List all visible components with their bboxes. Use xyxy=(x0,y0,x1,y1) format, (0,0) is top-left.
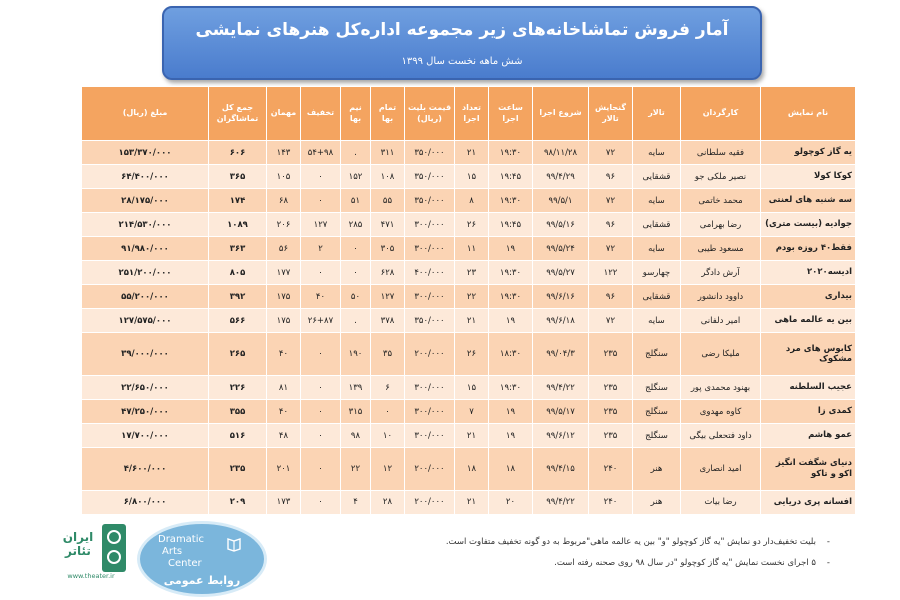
header-discount: تخفیف xyxy=(301,87,341,141)
table-row xyxy=(82,237,856,261)
cell-total-audience: ۳۹۲ xyxy=(209,285,267,309)
header-start-date: شروع اجرا xyxy=(533,87,589,141)
cell-ticket-price: ۳۵۰/۰۰۰ xyxy=(405,141,455,165)
cell-guest: ۵۶ xyxy=(267,237,301,261)
cell-total-audience: ۲۶۵ xyxy=(209,333,267,376)
cell-half-price: ۱۵۲ xyxy=(341,165,371,189)
cell-amount: ۲۸/۱۷۵/۰۰۰ xyxy=(82,189,209,213)
dac-logo-text-3: Center xyxy=(168,558,202,569)
table-row xyxy=(82,213,856,237)
cell-show-name: بیداری xyxy=(761,285,856,309)
cell-director: کاوه مهدوی xyxy=(681,400,761,424)
cell-discount: ۰ xyxy=(301,424,341,448)
table-row xyxy=(82,333,856,376)
note-item xyxy=(400,558,830,569)
cell-half-price: ۴ xyxy=(341,490,371,514)
cell-discount: ۰ xyxy=(301,165,341,189)
cell-show-name: ادیسه۲۰۲۰ xyxy=(761,261,856,285)
cell-show-name: افسانه پری دریایی xyxy=(761,490,856,514)
theatre-brand-text: ایران تئاتر xyxy=(62,530,94,558)
cell-amount: ۶/۸۰۰/۰۰۰ xyxy=(82,490,209,514)
cell-capacity: ۷۲ xyxy=(589,189,633,213)
cell-discount: ۱۲۷ xyxy=(301,213,341,237)
table-row xyxy=(82,165,856,189)
table-row xyxy=(82,448,856,491)
cell-amount: ۵۵/۲۰۰/۰۰۰ xyxy=(82,285,209,309)
cell-half-price: ۵۰ xyxy=(341,285,371,309)
cell-full-price: ۲۸ xyxy=(371,490,405,514)
cell-hall: هنر xyxy=(633,490,681,514)
table-row xyxy=(82,376,856,400)
cell-performances: ۱۵ xyxy=(455,165,489,189)
cell-start-date: ۹۹/۵/۲۷ xyxy=(533,261,589,285)
cell-performances: ۲۱ xyxy=(455,309,489,333)
cell-hall: سنگلج xyxy=(633,400,681,424)
cell-show-time: ۱۹:۴۵ xyxy=(489,165,533,189)
cell-director: ملیکا رضی xyxy=(681,333,761,376)
cell-show-name: بین یه عالمه ماهی xyxy=(761,309,856,333)
header-guest: مهمان xyxy=(267,87,301,141)
dac-logo-text-2: Arts xyxy=(162,546,183,557)
cell-director: نصیر ملکی جو xyxy=(681,165,761,189)
cell-hall: سنگلج xyxy=(633,424,681,448)
table-header-row xyxy=(82,87,856,141)
cell-total-audience: ۱۷۴ xyxy=(209,189,267,213)
cell-amount: ۲۵۱/۲۰۰/۰۰۰ xyxy=(82,261,209,285)
cell-total-audience: ۵۶۶ xyxy=(209,309,267,333)
cell-full-price: ۱۲۷ xyxy=(371,285,405,309)
cell-capacity: ۹۶ xyxy=(589,213,633,237)
cell-half-price: . xyxy=(341,309,371,333)
cell-full-price: ۰ xyxy=(371,400,405,424)
cell-half-price: ۰ xyxy=(341,261,371,285)
table-row xyxy=(82,424,856,448)
cell-ticket-price: ۳۰۰/۰۰۰ xyxy=(405,213,455,237)
cell-discount: ۰ xyxy=(301,261,341,285)
dac-logo-text-1: Dramatic xyxy=(158,534,205,545)
table-row xyxy=(82,309,856,333)
cell-amount: ۹۱/۹۸۰/۰۰۰ xyxy=(82,237,209,261)
cell-half-price: ۵۱ xyxy=(341,189,371,213)
cell-show-time: ۱۹:۳۰ xyxy=(489,285,533,309)
cell-full-price: ۱۲ xyxy=(371,448,405,491)
cell-director: فقیه سلطانی xyxy=(681,141,761,165)
cell-full-price: ۶۲۸ xyxy=(371,261,405,285)
cell-hall: سایه xyxy=(633,309,681,333)
cell-director: آرش دادگر xyxy=(681,261,761,285)
cell-start-date: ۹۹/۶/۱۲ xyxy=(533,424,589,448)
cell-guest: ۲۰۱ xyxy=(267,448,301,491)
cell-guest: ۱۷۷ xyxy=(267,261,301,285)
theatre-emblem-icon xyxy=(102,524,126,572)
cell-start-date: ۹۹/۴/۱۵ xyxy=(533,448,589,491)
note-text: بلیت تخفیف‌دار دو نمایش "یه گاز کوچولو "و" بین یه عالمه ماهی"مربوط به دو گونه تخفیف متفاوت است. xyxy=(445,537,816,547)
cell-performances: ۸ xyxy=(455,189,489,213)
cell-capacity: ۷۲ xyxy=(589,309,633,333)
cell-full-price: ۱۰۸ xyxy=(371,165,405,189)
cell-half-price: ۳۱۵ xyxy=(341,400,371,424)
cell-hall: سنگلج xyxy=(633,333,681,376)
cell-performances: ۲۱ xyxy=(455,490,489,514)
cell-amount: ۲۱۴/۵۳۰/۰۰۰ xyxy=(82,213,209,237)
cell-hall: قشقایی xyxy=(633,285,681,309)
cell-hall: سایه xyxy=(633,141,681,165)
cell-start-date: ۹۹/۴/۲۹ xyxy=(533,165,589,189)
cell-performances: ۲۲ xyxy=(455,285,489,309)
cell-guest: ۴۸ xyxy=(267,424,301,448)
dac-logo-persian: روابط عمومی xyxy=(163,574,241,587)
cell-performances: ۱۵ xyxy=(455,376,489,400)
iran-theatre-logo xyxy=(56,524,126,584)
cell-ticket-price: ۴۰۰/۰۰۰ xyxy=(405,261,455,285)
cell-discount: ۲۶+۸۷ xyxy=(301,309,341,333)
cell-amount: ۴۷/۲۵۰/۰۰۰ xyxy=(82,400,209,424)
cell-capacity: ۲۳۵ xyxy=(589,424,633,448)
cell-guest: ۱۷۳ xyxy=(267,490,301,514)
cell-full-price: ۱۰ xyxy=(371,424,405,448)
header-total-audience: جمع کل تماشاگران xyxy=(209,87,267,141)
cell-capacity: ۹۶ xyxy=(589,285,633,309)
table-row xyxy=(82,261,856,285)
cell-start-date: ۹۹/۵/۱۶ xyxy=(533,213,589,237)
cell-total-audience: ۳۶۵ xyxy=(209,165,267,189)
cell-total-audience: ۳۶۳ xyxy=(209,237,267,261)
table-row xyxy=(82,141,856,165)
cell-total-audience: ۱۰۸۹ xyxy=(209,213,267,237)
cell-start-date: ۹۹/۴/۲۲ xyxy=(533,376,589,400)
cell-show-name: فقط۴۰ روزه بودم xyxy=(761,237,856,261)
cell-capacity: ۹۶ xyxy=(589,165,633,189)
cell-ticket-price: ۳۰۰/۰۰۰ xyxy=(405,400,455,424)
cell-ticket-price: ۳۰۰/۰۰۰ xyxy=(405,285,455,309)
cell-show-time: ۱۹:۴۵ xyxy=(489,213,533,237)
cell-discount: ۰ xyxy=(301,400,341,424)
header-hall: تالار xyxy=(633,87,681,141)
cell-director: مسعود طیبی xyxy=(681,237,761,261)
header-show-name: نام نمایش xyxy=(761,87,856,141)
cell-show-name: دنیای شگفت انگیز اکو و تاکو xyxy=(761,448,856,491)
theatre-site-text: www.theater.ir xyxy=(67,572,115,580)
cell-total-audience: ۶۰۶ xyxy=(209,141,267,165)
note-text: ۵ اجرای نخست نمایش "یه گاز کوچولو "در سال ۹۸ روی صحنه رفته است. xyxy=(554,558,816,569)
note-item xyxy=(400,537,830,548)
report-header xyxy=(162,6,762,80)
cell-performances: ۲۳ xyxy=(455,261,489,285)
cell-half-price: ۲۸۵ xyxy=(341,213,371,237)
cell-show-time: ۱۸:۳۰ xyxy=(489,333,533,376)
cell-ticket-price: ۳۰۰/۰۰۰ xyxy=(405,237,455,261)
cell-start-date: ۹۹/۶/۱۶ xyxy=(533,285,589,309)
cell-discount: ۰ xyxy=(301,376,341,400)
table-body xyxy=(82,141,856,515)
cell-ticket-price: ۳۵۰/۰۰۰ xyxy=(405,309,455,333)
cell-amount: ۱۷/۷۰۰/۰۰۰ xyxy=(82,424,209,448)
cell-show-time: ۱۹ xyxy=(489,424,533,448)
table-row xyxy=(82,189,856,213)
cell-performances: ۲۶ xyxy=(455,213,489,237)
book-icon xyxy=(226,536,242,552)
cell-full-price: ۶ xyxy=(371,376,405,400)
header-show-time: ساعت اجرا xyxy=(489,87,533,141)
cell-show-time: ۱۹:۳۰ xyxy=(489,376,533,400)
cell-guest: ۱۷۵ xyxy=(267,285,301,309)
cell-discount: ۵۴+۹۸ xyxy=(301,141,341,165)
cell-ticket-price: ۳۵۰/۰۰۰ xyxy=(405,165,455,189)
cell-full-price: ۳۰۵ xyxy=(371,237,405,261)
cell-ticket-price: ۳۰۰/۰۰۰ xyxy=(405,376,455,400)
cell-capacity: ۲۴۰ xyxy=(589,448,633,491)
cell-guest: ۶۸ xyxy=(267,189,301,213)
note-bullet: - xyxy=(826,558,830,569)
cell-show-name: یه گاز کوچولو xyxy=(761,141,856,165)
cell-guest: ۴۰ xyxy=(267,400,301,424)
header-director: کارگردان xyxy=(681,87,761,141)
cell-capacity: ۲۳۵ xyxy=(589,376,633,400)
cell-guest: ۱۷۵ xyxy=(267,309,301,333)
header-performances: تعداد اجرا xyxy=(455,87,489,141)
cell-show-time: ۲۰ xyxy=(489,490,533,514)
table-row xyxy=(82,490,856,514)
cell-discount: ۲ xyxy=(301,237,341,261)
cell-start-date: ۹۹/۶/۱۸ xyxy=(533,309,589,333)
dramatic-arts-center-logo xyxy=(140,524,264,594)
cell-capacity: ۷۲ xyxy=(589,141,633,165)
cell-total-audience: ۲۲۶ xyxy=(209,376,267,400)
cell-ticket-price: ۳۵۰/۰۰۰ xyxy=(405,189,455,213)
cell-discount: ۴۰ xyxy=(301,285,341,309)
cell-full-price: ۳۵ xyxy=(371,333,405,376)
cell-half-price: ۱۹۰ xyxy=(341,333,371,376)
header-ticket-price: قیمت بلیت (ریال) xyxy=(405,87,455,141)
cell-half-price: ۹۸ xyxy=(341,424,371,448)
cell-start-date: ۹۹/۵/۲۴ xyxy=(533,237,589,261)
cell-hall: چهارسو xyxy=(633,261,681,285)
cell-total-audience: ۵۱۶ xyxy=(209,424,267,448)
cell-total-audience: ۲۳۵ xyxy=(209,448,267,491)
cell-total-audience: ۳۵۵ xyxy=(209,400,267,424)
cell-half-price: ۱۳۹ xyxy=(341,376,371,400)
cell-amount: ۶۴/۴۰۰/۰۰۰ xyxy=(82,165,209,189)
cell-director: امید انصاری xyxy=(681,448,761,491)
table-row xyxy=(82,400,856,424)
cell-hall: قشقایی xyxy=(633,213,681,237)
sales-table xyxy=(81,86,856,515)
cell-performances: ۲۶ xyxy=(455,333,489,376)
cell-amount: ۳۹/۰۰۰/۰۰۰ xyxy=(82,333,209,376)
cell-guest: ۲۰۶ xyxy=(267,213,301,237)
cell-director: بهنود محمدی پور xyxy=(681,376,761,400)
cell-full-price: ۳۱۱ xyxy=(371,141,405,165)
cell-performances: ۱۱ xyxy=(455,237,489,261)
cell-full-price: ۳۷۸ xyxy=(371,309,405,333)
cell-capacity: ۷۲ xyxy=(589,237,633,261)
cell-hall: قشقایی xyxy=(633,165,681,189)
notes xyxy=(400,537,830,580)
cell-guest: ۸۱ xyxy=(267,376,301,400)
cell-guest: ۱۰۵ xyxy=(267,165,301,189)
header-capacity: گنجایش تالار xyxy=(589,87,633,141)
report-title: آمار فروش تماشاخانه‌های زیر مجموعه اداره‌کل هنرهای نمایشی xyxy=(195,20,729,40)
note-bullet: - xyxy=(826,537,830,547)
cell-show-name: کمدی زا xyxy=(761,400,856,424)
cell-ticket-price: ۲۰۰/۰۰۰ xyxy=(405,490,455,514)
cell-performances: ۲۱ xyxy=(455,424,489,448)
cell-show-time: ۱۹:۳۰ xyxy=(489,261,533,285)
cell-show-name: کوکا کولا xyxy=(761,165,856,189)
cell-director: امیر دلفانی xyxy=(681,309,761,333)
cell-ticket-price: ۳۰۰/۰۰۰ xyxy=(405,424,455,448)
cell-ticket-price: ۲۰۰/۰۰۰ xyxy=(405,333,455,376)
cell-show-name: کابوس های مرد مشکوک xyxy=(761,333,856,376)
cell-amount: ۱۲۷/۵۷۵/۰۰۰ xyxy=(82,309,209,333)
cell-full-price: ۴۷۱ xyxy=(371,213,405,237)
cell-performances: ۲۱ xyxy=(455,141,489,165)
cell-hall: سایه xyxy=(633,237,681,261)
header-amount: مبلغ (ریال) xyxy=(82,87,209,141)
cell-director: محمد خاتمی xyxy=(681,189,761,213)
cell-discount: ۰ xyxy=(301,189,341,213)
cell-start-date: ۹۸/۱۱/۲۸ xyxy=(533,141,589,165)
report-subtitle: شش ماهه نخست سال ۱۳۹۹ xyxy=(401,56,523,67)
cell-show-name: جوادیه (بیست متری) xyxy=(761,213,856,237)
header-full-price: تمام بها xyxy=(371,87,405,141)
cell-discount: ۰ xyxy=(301,448,341,491)
cell-show-time: ۱۹:۳۰ xyxy=(489,141,533,165)
cell-half-price: . xyxy=(341,141,371,165)
cell-start-date: ۹۹/۵/۱ xyxy=(533,189,589,213)
cell-half-price: ۰ xyxy=(341,237,371,261)
cell-show-time: ۱۹:۳۰ xyxy=(489,189,533,213)
cell-director: داود فتحعلی بیگی xyxy=(681,424,761,448)
cell-show-name: سه شنبه های لعنتی xyxy=(761,189,856,213)
cell-show-name: عجیب السلطنه xyxy=(761,376,856,400)
cell-amount: ۱۵۳/۳۷۰/۰۰۰ xyxy=(82,141,209,165)
cell-show-time: ۱۸ xyxy=(489,448,533,491)
cell-performances: ۷ xyxy=(455,400,489,424)
cell-hall: سنگلج xyxy=(633,376,681,400)
cell-show-time: ۱۹ xyxy=(489,309,533,333)
cell-director: رضا بهرامی xyxy=(681,213,761,237)
cell-amount: ۴/۶۰۰/۰۰۰ xyxy=(82,448,209,491)
cell-show-name: عمو هاشم xyxy=(761,424,856,448)
cell-total-audience: ۲۰۹ xyxy=(209,490,267,514)
cell-capacity: ۱۲۲ xyxy=(589,261,633,285)
cell-director: داوود دانشور xyxy=(681,285,761,309)
cell-capacity: ۲۳۵ xyxy=(589,400,633,424)
cell-start-date: ۹۹/۰۴/۳ xyxy=(533,333,589,376)
cell-discount: ۰ xyxy=(301,333,341,376)
cell-start-date: ۹۹/۵/۱۷ xyxy=(533,400,589,424)
header-half-price: نیم بها xyxy=(341,87,371,141)
cell-performances: ۱۸ xyxy=(455,448,489,491)
cell-hall: سایه xyxy=(633,189,681,213)
cell-start-date: ۹۹/۴/۲۲ xyxy=(533,490,589,514)
cell-capacity: ۲۳۵ xyxy=(589,333,633,376)
cell-director: رضا بیات xyxy=(681,490,761,514)
cell-guest: ۱۴۳ xyxy=(267,141,301,165)
cell-guest: ۴۰ xyxy=(267,333,301,376)
cell-ticket-price: ۲۰۰/۰۰۰ xyxy=(405,448,455,491)
cell-capacity: ۲۴۰ xyxy=(589,490,633,514)
cell-hall: هنر xyxy=(633,448,681,491)
cell-half-price: ۲۲ xyxy=(341,448,371,491)
cell-show-time: ۱۹ xyxy=(489,400,533,424)
cell-full-price: ۵۵ xyxy=(371,189,405,213)
table-row xyxy=(82,285,856,309)
cell-discount: ۰ xyxy=(301,490,341,514)
cell-amount: ۲۲/۶۵۰/۰۰۰ xyxy=(82,376,209,400)
cell-total-audience: ۸۰۵ xyxy=(209,261,267,285)
cell-show-time: ۱۹ xyxy=(489,237,533,261)
